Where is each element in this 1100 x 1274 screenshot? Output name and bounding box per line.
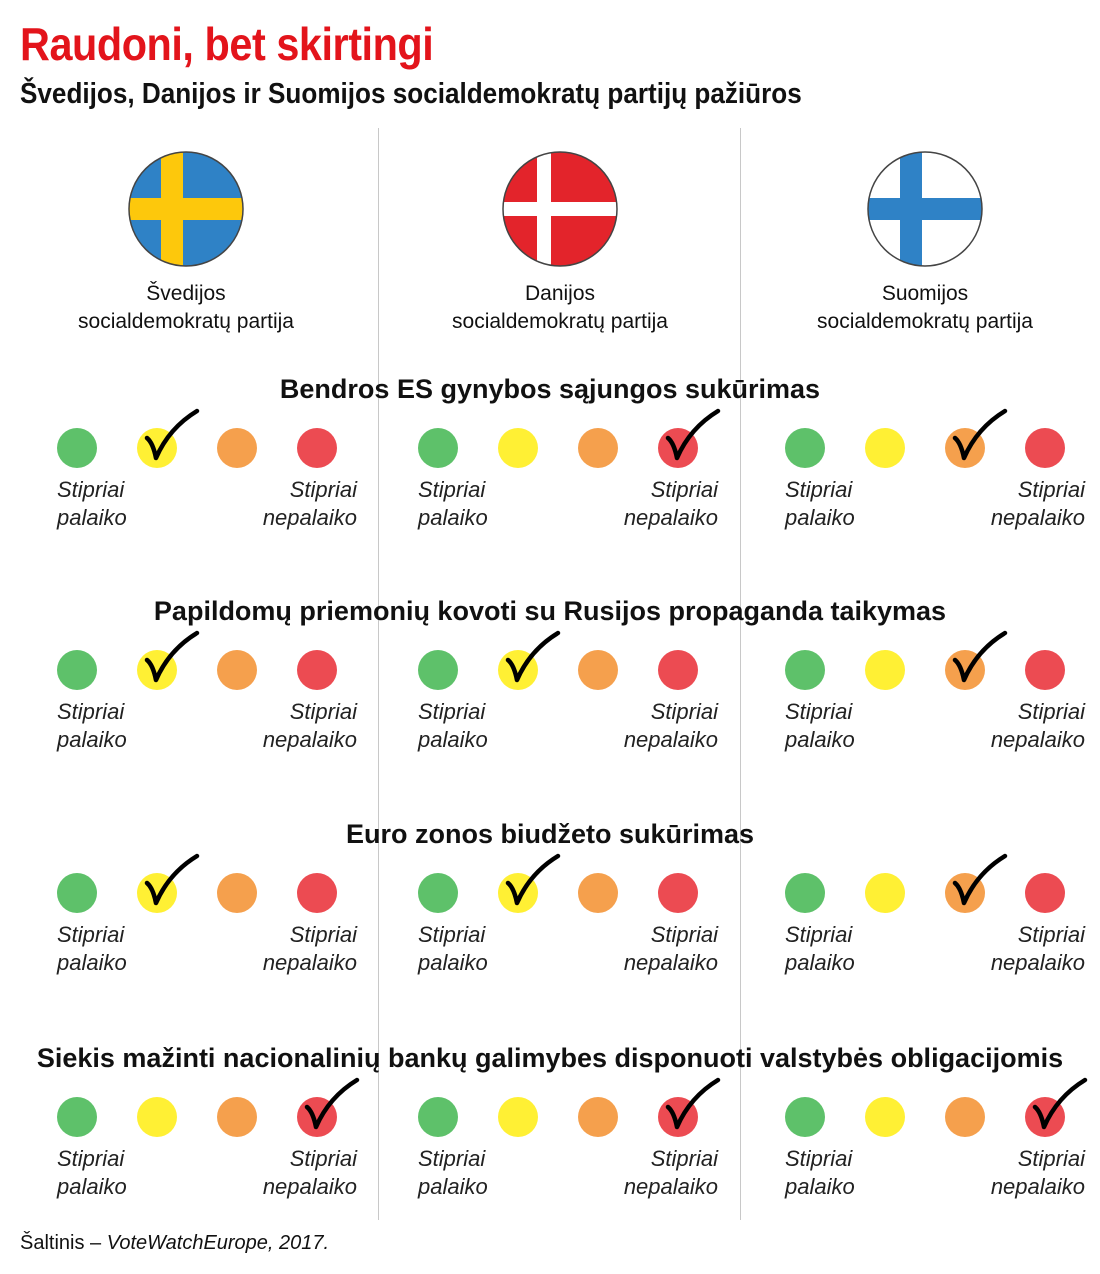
rating-scale-denmark — [418, 418, 718, 558]
scale-label-line: nepalaiko — [623, 950, 718, 975]
rating-dot-selected — [945, 650, 985, 690]
denmark-flag-icon — [501, 150, 619, 268]
rating-dot — [578, 873, 618, 913]
party-name-line2: socialdemokratų partija — [817, 310, 1033, 333]
scale-label-line: Stipriai — [57, 699, 125, 724]
rating-dot — [297, 650, 337, 690]
rating-dot — [945, 1097, 985, 1137]
rating-dot — [785, 650, 825, 690]
scale-label-strongly-support — [57, 476, 127, 532]
scale-label-strongly-support — [785, 921, 855, 977]
rating-dot — [217, 1097, 257, 1137]
rating-scale-finland — [785, 1087, 1085, 1227]
rating-dot — [217, 650, 257, 690]
scale-label-strongly-oppose — [991, 698, 1085, 754]
scale-label-line: Stipriai — [785, 477, 853, 502]
rating-dot — [578, 428, 618, 468]
party-header-denmark — [377, 150, 743, 336]
scale-label-line: palaiko — [418, 505, 488, 530]
scale-label-line: Stipriai — [418, 699, 486, 724]
scale-label-strongly-oppose — [263, 698, 357, 754]
scale-label-strongly-oppose — [624, 698, 718, 754]
scale-label-strongly-support — [418, 698, 488, 754]
scale-label-line: nepalaiko — [262, 727, 357, 752]
scale-label-line: nepalaiko — [623, 505, 718, 530]
scale-label-line: Stipriai — [289, 477, 357, 502]
rating-dot — [498, 1097, 538, 1137]
scale-label-line: Stipriai — [1017, 922, 1085, 947]
rating-scale-finland — [785, 640, 1085, 780]
party-name-line1: Švedijos — [146, 282, 226, 305]
scale-label-line: Stipriai — [57, 477, 125, 502]
scale-label-line: palaiko — [785, 1174, 855, 1199]
scale-label-line: palaiko — [418, 950, 488, 975]
scale-label-strongly-oppose — [624, 1145, 718, 1201]
rating-dot-selected — [297, 1097, 337, 1137]
rating-dot — [418, 1097, 458, 1137]
rating-dot — [1025, 428, 1065, 468]
scale-label-line: Stipriai — [418, 477, 486, 502]
scale-label-line: nepalaiko — [990, 727, 1085, 752]
scale-label-line: Stipriai — [1017, 477, 1085, 502]
rating-dot — [865, 428, 905, 468]
scale-label-line: palaiko — [785, 727, 855, 752]
scale-label-line: palaiko — [57, 505, 127, 530]
rating-dot — [418, 428, 458, 468]
rating-dot-selected — [498, 650, 538, 690]
rating-dot — [865, 873, 905, 913]
scale-label-line: palaiko — [57, 727, 127, 752]
scale-label-line: nepalaiko — [990, 950, 1085, 975]
rating-scale-sweden — [57, 1087, 357, 1227]
scale-label-strongly-support — [785, 476, 855, 532]
rating-scale-denmark — [418, 640, 718, 780]
scale-label-strongly-oppose — [991, 921, 1085, 977]
source-label: Šaltinis – — [20, 1232, 102, 1254]
scale-label-line: nepalaiko — [990, 1174, 1085, 1199]
rating-dot-selected — [658, 428, 698, 468]
scale-label-line: Stipriai — [289, 922, 357, 947]
rating-scale-sweden — [57, 640, 357, 780]
scale-label-strongly-support — [57, 1145, 127, 1201]
scale-label-strongly-support — [418, 476, 488, 532]
scale-label-strongly-oppose — [263, 1145, 357, 1201]
rating-dot — [865, 1097, 905, 1137]
party-header-sweden — [3, 150, 369, 336]
scale-label-line: nepalaiko — [262, 1174, 357, 1199]
scale-label-line: palaiko — [57, 1174, 127, 1199]
scale-label-line: nepalaiko — [623, 1174, 718, 1199]
scale-label-strongly-support — [785, 698, 855, 754]
scale-label-strongly-oppose — [263, 476, 357, 532]
rating-dot-selected — [137, 873, 177, 913]
rating-scale-sweden — [57, 418, 357, 558]
rating-dot — [578, 650, 618, 690]
scale-label-strongly-support — [57, 698, 127, 754]
scale-label-line: palaiko — [418, 1174, 488, 1199]
scale-label-line: Stipriai — [650, 477, 718, 502]
scale-label-line: nepalaiko — [990, 505, 1085, 530]
source-name: VoteWatchEurope, 2017. — [106, 1232, 330, 1254]
scale-label-line: Stipriai — [650, 922, 718, 947]
scale-label-strongly-support — [418, 1145, 488, 1201]
rating-dot — [57, 428, 97, 468]
rating-scale-denmark — [418, 1087, 718, 1227]
rating-dot — [137, 1097, 177, 1137]
rating-scale-denmark — [418, 863, 718, 1003]
question-title: Bendros ES gynybos sąjungos sukūrimas — [279, 374, 821, 404]
rating-dot — [297, 428, 337, 468]
rating-scale-sweden — [57, 863, 357, 1003]
question-title: Papildomų priemonių kovoti su Rusijos propaganda taikymas — [153, 596, 947, 626]
rating-dot — [865, 650, 905, 690]
scale-label-line: Stipriai — [785, 699, 853, 724]
scale-label-strongly-oppose — [991, 476, 1085, 532]
rating-dot — [57, 873, 97, 913]
party-header-finland — [742, 150, 1100, 336]
rating-dot — [57, 650, 97, 690]
scale-label-strongly-support — [418, 921, 488, 977]
finland-flag-icon — [866, 150, 984, 268]
scale-label-line: Stipriai — [289, 1146, 357, 1171]
party-name-line1: Suomijos — [881, 282, 969, 305]
scale-label-line: nepalaiko — [262, 950, 357, 975]
rating-dot — [1025, 873, 1065, 913]
scale-label-line: palaiko — [418, 727, 488, 752]
rating-dot-selected — [658, 1097, 698, 1137]
rating-dot-selected — [137, 428, 177, 468]
rating-scale-finland — [785, 418, 1085, 558]
rating-dot — [498, 428, 538, 468]
rating-scale-finland — [785, 863, 1085, 1003]
scale-label-strongly-oppose — [624, 476, 718, 532]
rating-dot — [658, 873, 698, 913]
scale-label-line: palaiko — [57, 950, 127, 975]
party-name-line2: socialdemokratų partija — [452, 310, 668, 333]
page-title: Raudoni, bet skirtingi — [20, 18, 434, 70]
source-note — [20, 1230, 329, 1256]
rating-dot — [418, 873, 458, 913]
scale-label-line: Stipriai — [785, 1146, 853, 1171]
question-title: Euro zonos biudžeto sukūrimas — [345, 819, 755, 849]
rating-dot-selected — [945, 873, 985, 913]
scale-label-line: Stipriai — [289, 699, 357, 724]
scale-label-line: Stipriai — [650, 1146, 718, 1171]
rating-dot — [1025, 650, 1065, 690]
scale-label-line: Stipriai — [57, 922, 125, 947]
scale-label-line: Stipriai — [650, 699, 718, 724]
rating-dot — [217, 873, 257, 913]
scale-label-strongly-support — [57, 921, 127, 977]
scale-label-line: Stipriai — [418, 1146, 486, 1171]
scale-label-strongly-oppose — [624, 921, 718, 977]
question-title: Siekis mažinti nacionalinių bankų galimybes disponuoti valstybės obligacijomis — [36, 1043, 1064, 1073]
scale-label-strongly-oppose — [263, 921, 357, 977]
scale-label-line: palaiko — [785, 950, 855, 975]
rating-dot — [297, 873, 337, 913]
scale-label-line: palaiko — [785, 505, 855, 530]
rating-dot-selected — [945, 428, 985, 468]
rating-dot-selected — [498, 873, 538, 913]
rating-dot — [217, 428, 257, 468]
rating-dot — [57, 1097, 97, 1137]
rating-dot-selected — [1025, 1097, 1065, 1137]
scale-label-line: Stipriai — [785, 922, 853, 947]
rating-dot-selected — [137, 650, 177, 690]
scale-label-line: Stipriai — [418, 922, 486, 947]
scale-label-line: nepalaiko — [623, 727, 718, 752]
rating-dot — [578, 1097, 618, 1137]
page-subtitle: Švedijos, Danijos ir Suomijos socialdemokratų partijų pažiūros — [20, 78, 802, 110]
sweden-flag-icon — [127, 150, 245, 268]
rating-dot — [785, 1097, 825, 1137]
rating-dot — [418, 650, 458, 690]
scale-label-strongly-support — [785, 1145, 855, 1201]
scale-label-strongly-oppose — [991, 1145, 1085, 1201]
rating-dot — [658, 650, 698, 690]
scale-label-line: Stipriai — [1017, 699, 1085, 724]
scale-label-line: nepalaiko — [262, 505, 357, 530]
rating-dot — [785, 428, 825, 468]
party-name-line2: socialdemokratų partija — [78, 310, 294, 333]
party-name-line1: Danijos — [524, 282, 596, 305]
scale-label-line: Stipriai — [1017, 1146, 1085, 1171]
scale-label-line: Stipriai — [57, 1146, 125, 1171]
rating-dot — [785, 873, 825, 913]
